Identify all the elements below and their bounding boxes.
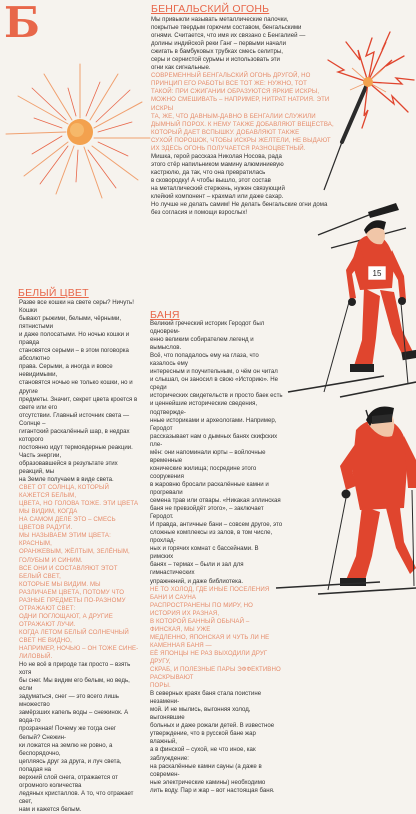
text-line: серы и сернистой сурьмы и использовать эти [151, 56, 280, 64]
text-line: огнями. Считается, что имя их связано с Бенгалией — [151, 32, 306, 40]
biathlon-skier-1-icon [288, 203, 416, 397]
text-line: В северных краях баня стала поистине незамени- [150, 690, 262, 706]
text-line: и слышал, он заносил в свою «Историю». Не среди [150, 376, 279, 392]
text-line: а в финской – сухой, не что иное, как заблуждение: [150, 746, 256, 762]
text-line: ТА, ЖЕ, ЧТО ДАВНЫМ-ДАВНО В БЕНГАЛИИ СЛУЖИЛИ [151, 112, 316, 120]
text-line: гигантский раскалённый шар, в недрах которого [19, 427, 130, 443]
text-line: больных и даже рожали детей. В известное [150, 722, 275, 730]
text-line: бы снег. Мы видим его белым, но ведь, если [19, 677, 130, 693]
text-line: СОВРЕМЕННЫЙ БЕНГАЛЬСКИЙ ОГОНЬ ДРУГОЙ, НО [151, 72, 311, 80]
text-line: КОГДА ЛЕТОМ БЕЛЫЙ СОЛНЕЧНЫЙ СВЕТ НЕ ВИДНО, [19, 628, 129, 644]
text-line: права. Серыми, а иногда и вовсе невидимыми, [19, 363, 113, 379]
text-line: покрытые твердым горючим составом, бенгальскими [151, 24, 302, 32]
text-line: становятся серыми – в этом поговорка абсолютно [19, 347, 129, 363]
text-line: НА САМОМ ДЕЛЕ ЭТО – СМЕСЬ ЦВЕТОВ РАДУГИ. [19, 516, 116, 532]
text-line: на Земле получаем в виде света. [19, 476, 114, 484]
text-line: постоянно идут термоядерные реакции. Часть энергии, [19, 443, 133, 459]
text-line: Разве все кошки на свете серы? Ничуть! Кошки [19, 299, 134, 315]
text-line: ные электрические камины) необходимо [150, 778, 266, 786]
text-line: в жаровню бросали раскалённые камни и прогревали [150, 480, 269, 496]
white-paragraph-2 [19, 661, 139, 814]
text-line: мой. И не мылись, выгонняя холод, выгонявшие [150, 706, 251, 722]
text-line: Мишка, герой рассказа Николая Носова, рада [151, 152, 282, 160]
section-bengal-text [151, 16, 335, 217]
burning-sparkler-icon [324, 32, 414, 190]
text-line: мён: они напоминали юрты – войлочные временные [150, 448, 266, 464]
text-line: Мы привыкли называть металлические палочки, [151, 16, 289, 23]
text-line: кастрюлю, да так, что она превратилась [151, 168, 266, 176]
firework-burst-icon [6, 64, 150, 198]
text-line: этого стёр напильником мамину алюминиевую [151, 160, 284, 168]
bengal-paragraph-2 [151, 153, 335, 217]
text-line: в сковородку! А чтобы вышло, этот состав [151, 176, 271, 184]
text-line: В КОТОРОЙ БАННЫЙ ОБЫЧАЙ – ФИНСКАЯ, МЫ УЖЕ [150, 617, 250, 633]
text-line: Всё, что попадалось ему на глаза, что казалось ему [150, 352, 259, 368]
text-line: ки ложатся на землю не ровно, а беспорядочно, [19, 741, 113, 757]
white-paragraph [19, 299, 139, 484]
text-line: МЫ НАЗЫВАЕМ ЭТИМ ЦВЕТА: КРАСНЫМ, [19, 532, 111, 548]
text-line: образовавшейся в результате этих реакций, мы [19, 459, 118, 475]
section-title-bengal: БЕНГАЛЬСКИЙ ОГОНЬ [151, 3, 270, 15]
text-line: отсутствии. Главный источник света — Солнце – [19, 411, 130, 427]
text-line: СКРАБ, И ПОЛЕЗНЫЕ ПАРЫ ЭФФЕКТИВНО РАСКРЫВАЮТ [150, 666, 281, 682]
text-line: РАЗНЫЕ ПРЕДМЕТЫ ПО-РАЗНОМУ ОТРАЖАЮТ СВЕТ: [19, 596, 126, 612]
text-line: СУХОЙ ПОРОШОК, ЧТОБЫ ИСКРЫ ЖЕЛТЕЛИ, НЕ ВЫДАЮТ [151, 136, 331, 144]
text-line: и даже полосатыми. Но ночью кошки и правда [19, 331, 130, 347]
text-line: без согласия и помощи взрослых! [151, 209, 248, 217]
bengal-highlight [151, 72, 335, 152]
text-line: Но не всё в природе так просто – взять хотя [19, 661, 131, 677]
text-line: нам и кажется белым. [19, 805, 82, 813]
section-title-white: БЕЛЫЙ ЦВЕТ [18, 287, 89, 299]
text-line: КОТОРЫЕ МЫ ВИДИМ. МЫ РАЗЛИЧАЕМ ЦВЕТА, ПОТОМУ ЧТО [19, 580, 125, 596]
text-line: ПРИНЦИП ЕГО РАБОТЫ ВСЕ ТОТ ЖЕ: НУЖНО, ТОТ [151, 80, 307, 88]
text-line: рассказывает нам о дымных банях скифских пле- [150, 432, 278, 448]
text-line: нные историками и археологами. Например, Геродот [150, 416, 277, 432]
text-line: ИХ ЗДЕСЬ ОГОНЬ ПОЛУЧАЕТСЯ РАЗНОЦВЕТНЫЙ. [151, 144, 306, 152]
text-line: прозрачная! Почему же тогда снег белый? Снежин- [19, 725, 117, 741]
text-line: Великий греческий историк Геродот был одноврем- [150, 320, 265, 336]
section-title-banya: БАНЯ [150, 309, 180, 321]
section-banya-text [150, 320, 283, 795]
text-line: КОТОРЫЙ ДАЕТ ВСПЫШКУ. ДОБАВЛЯЮТ ТАКЖЕ [151, 128, 300, 136]
text-line: задуматься, снег — это всего лишь множество [19, 693, 119, 709]
text-line: упражнений, и даже библиотека. [150, 577, 244, 585]
text-line: ЦВЕТА, НО ГОЛОВА ТОЖЕ. ЭТИ ЦВЕТА МЫ ВИДИМ, КОГДА [19, 500, 139, 516]
text-line: банях – термах – были и зал для гимнастических [150, 561, 244, 577]
text-line: МОЖНО СМЕШИВАТЬ – НАПРИМЕР, НИТРАТ НАТРИЯ. ЭТИ ИСКРЫ [151, 96, 330, 112]
text-line: и ценнейшие исторические сведения, подтвержде- [150, 400, 258, 416]
text-line: на металлический стержень, нужен связующий [151, 184, 285, 192]
text-line: сложные комплексы из залов, в том числе, прохлад- [150, 529, 273, 545]
text-line: ледяных кристаллов. А то, что отражает свет, [19, 789, 134, 805]
text-line: Но лучше не делать самим! Не делать бенгальские огни дома [151, 201, 328, 209]
text-line: семена трав или отвары. «Никакая эллинская [150, 497, 281, 505]
drop-cap-letter: Б [4, 0, 40, 47]
text-line: конические жилища; посредине этого сооружения [150, 464, 257, 480]
banya-highlight [150, 586, 283, 691]
text-line: баня не превзойдёт этого», – заключает Геродот. [150, 505, 264, 521]
text-line: исторических свидетельств и просто баек есть [150, 392, 283, 400]
text-line: ТАКОЙ: ПРИ СЖИГАНИИ ОБРАЗУЮТСЯ ЯРКИЕ ИСКРЫ, [151, 88, 320, 96]
text-line: ЕЁ ЯПОНЦЫ НЕ РАЗ ВЫХОДИЛИ ДРУГ ДРУГУ, [150, 649, 268, 665]
bib-number-label: 15 [372, 269, 382, 278]
section-white-text [19, 299, 139, 814]
text-line: верхний слой снега, отражается от огромного количества [19, 773, 118, 789]
text-line: ДЫМНЫЙ ПОРОХ. К НЕМУ ТАКЖЕ ДОБАВЛЯЮТ ВЕЩЕСТВА, [151, 120, 334, 128]
biathlon-skier-2-icon [276, 407, 416, 595]
text-line: ВСЕ ОНИ И СОСТАВЛЯЮТ ЭТОТ БЕЛЫЙ СВЕТ, [19, 564, 118, 580]
text-line: РАСПРОСТРАНЕНЫ ПО МИРУ, НО ИСТОРИЯ ИХ РАЗНАЯ, [150, 601, 254, 617]
text-line: ных и горячих комнат с бассейнами. В римских [150, 545, 259, 561]
text-line: СВЕТ ОТ СОЛНЦА, КОТОРЫЙ КАЖЕТСЯ БЕЛЫМ, [19, 484, 109, 500]
text-line: енно великим собирателем легенд и вымыслов. [150, 336, 254, 352]
bengal-paragraph [151, 16, 335, 72]
white-highlight [19, 484, 139, 661]
text-line: сжигать в бамбуковых трубках смесь селитры, [151, 48, 283, 56]
text-line: клейкий компонент – крахмал или даже сахар. [151, 193, 284, 201]
text-line: НЕ ТО ХОЛОД, ГДЕ ИНЫЕ ПОСЕЛЕНИЯ БАНИ И САУНА [150, 585, 270, 601]
text-line: НАПРИМЕР, НОЧЬЮ – ОН ТОЖЕ СИНЕ-ЛИЛОВЫЙ. [19, 645, 139, 661]
banya-paragraph-2 [150, 690, 283, 795]
text-line: МЕДЛЕННО, ЯПОНСКАЯ И ЧУТЬ ЛИ НЕ КАМЕННАЯ БАНЯ — [150, 633, 270, 649]
text-line: предметы. Значит, секрет цвета кроется в свете или его [19, 395, 138, 411]
text-line: интересным и поучительным, о чём он читал [150, 368, 278, 376]
banya-paragraph [150, 320, 283, 586]
text-line: замёрзших капель воды – снежинок. А вода-то [19, 709, 129, 725]
text-line: И правда, античные бани – совсем другое, это [150, 521, 283, 529]
text-line: ОРАНЖЕВЫМ, ЖЁЛТЫМ, ЗЕЛЁНЫМ, ГОЛУБЫМ И СИНИМ. [19, 548, 130, 564]
text-line: долины индийской реки Ганг – первыми начали [151, 40, 286, 48]
text-line: цепляясь друг за друга, и луч света, попадая на [19, 757, 122, 773]
text-line: ПОРЫ. [150, 682, 171, 690]
text-line: утверждение, что в русской бане жар влажный, [150, 730, 256, 746]
text-line: огни как сигнальные. [151, 64, 211, 72]
text-line: становятся ночью не только кошки, но и другие [19, 379, 133, 395]
text-line: лить воду. Пар и жар – вот настоящая баня. [150, 786, 275, 794]
text-line: бывают рыжими, белыми, чёрными, пятнистыми [19, 315, 122, 331]
text-line: ОДНИ ПОГЛОЩАЮТ, А ДРУГИЕ ОТРАЖАЮТ ЛУЧИ. [19, 612, 113, 628]
text-line: на раскалённые камни сауны (а даже в современ- [150, 762, 262, 778]
